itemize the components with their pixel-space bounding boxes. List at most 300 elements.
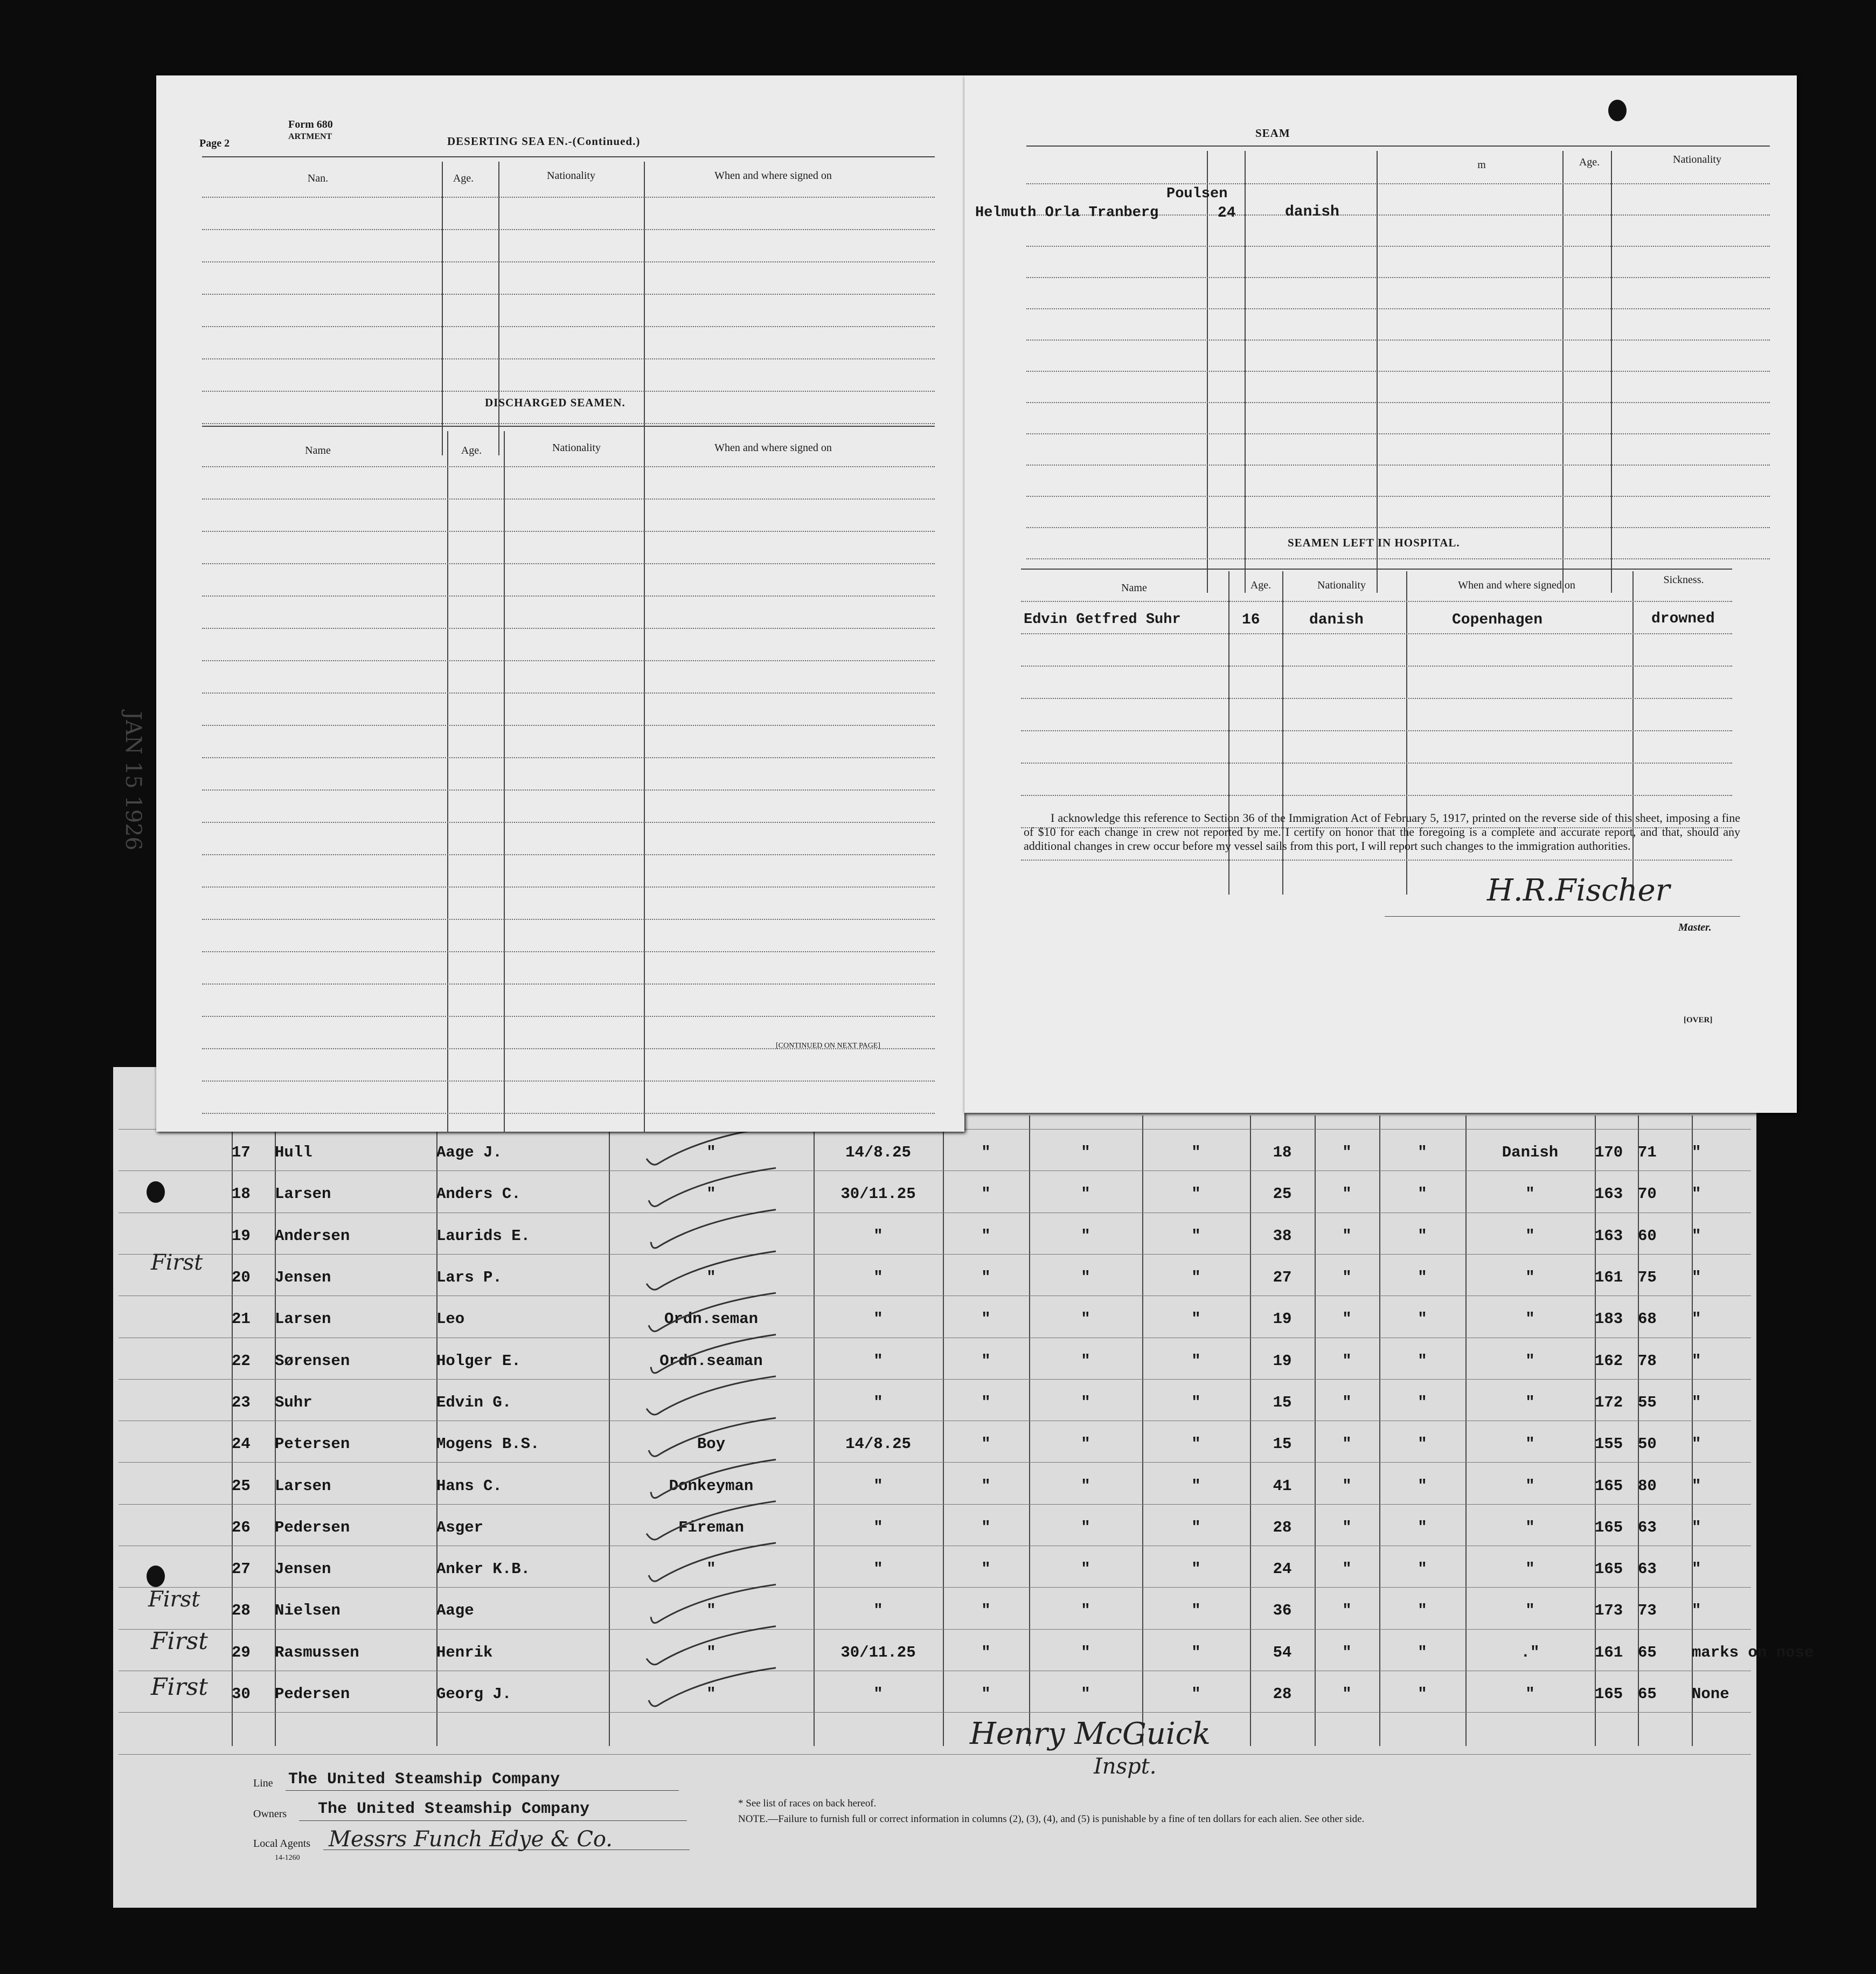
cell-no: 24 xyxy=(232,1435,251,1453)
col-nationality: Nationality xyxy=(547,170,595,182)
discharged-title: DISCHARGED SEAMEN. xyxy=(485,396,626,409)
cell-given: Henrik xyxy=(436,1643,493,1661)
cell-given: Asger xyxy=(436,1518,484,1536)
cell-nat: Danish xyxy=(1502,1144,1559,1162)
ruled-line xyxy=(202,789,935,791)
cell-surname: Jensen xyxy=(275,1269,331,1287)
ruled-line xyxy=(1026,246,1770,247)
cell-c11: " xyxy=(1418,1144,1427,1162)
agents-label: Local Agents xyxy=(253,1838,311,1850)
ruled-line xyxy=(1026,496,1770,497)
cell-c11: " xyxy=(1418,1602,1427,1620)
cell-given: Anker K.B. xyxy=(436,1560,531,1578)
cell-c7: " xyxy=(1081,1310,1090,1328)
cell-weight: 68 xyxy=(1638,1310,1657,1328)
cell-c7: " xyxy=(1081,1185,1090,1203)
check-mark xyxy=(651,1459,776,1498)
cell-marks: None xyxy=(1692,1685,1729,1703)
ruled-line xyxy=(202,197,935,198)
cell-c8: " xyxy=(1191,1310,1201,1328)
cell-rating: " xyxy=(706,1602,716,1620)
cell-date: " xyxy=(873,1477,883,1495)
cell-given: Lars P. xyxy=(436,1269,502,1287)
ruled-line xyxy=(202,391,935,392)
cell-no: 18 xyxy=(232,1185,251,1203)
cell-age: 19 xyxy=(1273,1310,1292,1328)
col-age: Age. xyxy=(453,172,474,184)
cell-c10: " xyxy=(1342,1352,1352,1370)
ruled-line xyxy=(1021,698,1732,699)
cell-height: 163 xyxy=(1595,1227,1623,1245)
cell-height: 161 xyxy=(1595,1269,1623,1287)
cell-no: 26 xyxy=(232,1518,251,1536)
col-signed-on: When and where signed on xyxy=(1458,579,1575,591)
cell-given: Georg J. xyxy=(436,1685,512,1703)
ruled-line xyxy=(202,261,935,262)
checkmarks xyxy=(636,1121,797,1714)
master-label: Master. xyxy=(1678,922,1712,933)
cell-weight: 65 xyxy=(1638,1643,1657,1661)
cell-c8: " xyxy=(1191,1477,1201,1495)
ruled-line xyxy=(202,692,935,694)
check-mark xyxy=(649,1668,776,1706)
manifest-row xyxy=(232,1590,1837,1631)
manifest-table xyxy=(232,1132,1837,1715)
ruled-line xyxy=(202,725,935,726)
cell-c8: " xyxy=(1191,1185,1201,1203)
cell-marks: " xyxy=(1692,1185,1701,1203)
grid-line xyxy=(119,1754,1751,1755)
manifest-row xyxy=(232,1632,1837,1673)
cell-height: 173 xyxy=(1595,1602,1623,1620)
cell-c8: " xyxy=(1191,1393,1201,1411)
cell-marks: " xyxy=(1692,1269,1701,1287)
cell-given: Edvin G. xyxy=(436,1393,512,1411)
inspector-title: Inspt. xyxy=(1094,1754,1157,1779)
check-mark xyxy=(647,1501,776,1540)
cell-surname: Nielsen xyxy=(275,1602,341,1620)
cell-c11: " xyxy=(1418,1518,1427,1536)
cell-surname: Petersen xyxy=(275,1435,350,1453)
cell-c6: " xyxy=(981,1144,991,1162)
ruled-line xyxy=(202,229,935,230)
cell-no: 29 xyxy=(232,1643,251,1661)
cell-c10: " xyxy=(1342,1144,1352,1162)
cell-c10: " xyxy=(1342,1185,1352,1203)
ruled-line xyxy=(202,595,935,597)
cell-c10: " xyxy=(1342,1477,1352,1495)
cell-c7: " xyxy=(1081,1602,1090,1620)
cell-date: " xyxy=(873,1518,883,1536)
cell-height: 170 xyxy=(1595,1144,1623,1162)
cell-c7: " xyxy=(1081,1518,1090,1536)
cell-date: " xyxy=(873,1227,883,1245)
right-page xyxy=(964,75,1797,1113)
cell-nat: " xyxy=(1525,1269,1535,1287)
cell-marks: " xyxy=(1692,1518,1701,1536)
cell-c10: " xyxy=(1342,1643,1352,1661)
cell-given: Hans C. xyxy=(436,1477,502,1495)
ruled-line xyxy=(202,886,935,888)
ruled-line xyxy=(1026,433,1770,434)
hospital-title: SEAMEN LEFT IN HOSPITAL. xyxy=(1288,536,1460,549)
cell-date: " xyxy=(873,1269,883,1287)
cell-c7: " xyxy=(1081,1643,1090,1661)
cell-surname: Pedersen xyxy=(275,1518,350,1536)
margin-note: First xyxy=(151,1250,203,1275)
ruled-line xyxy=(202,358,935,359)
top-heading: SEAM xyxy=(1255,127,1290,140)
cell-rating: Ordn.seaman xyxy=(659,1352,763,1370)
ruled-line xyxy=(202,326,935,327)
cell-surname: Pedersen xyxy=(275,1685,350,1703)
cell-c10: " xyxy=(1342,1310,1352,1328)
manifest-row xyxy=(232,1173,1837,1215)
check-mark xyxy=(647,1126,776,1165)
cell-date: 30/11.25 xyxy=(840,1185,916,1203)
cell-c6: " xyxy=(981,1310,991,1328)
check-mark xyxy=(651,1335,776,1373)
cell-no: 30 xyxy=(232,1685,251,1703)
form-label: Form 680 xyxy=(288,119,333,130)
col-sickness: Sickness. xyxy=(1663,574,1704,586)
manifest-row xyxy=(232,1132,1837,1173)
punch-hole xyxy=(147,1566,165,1587)
cell-weight: 70 xyxy=(1638,1185,1657,1203)
cell-c11: " xyxy=(1418,1269,1427,1287)
cell-age: 54 xyxy=(1273,1643,1292,1661)
cell-no: 22 xyxy=(232,1352,251,1370)
cell-height: 163 xyxy=(1595,1185,1623,1203)
date-stamp: JAN 15 1926 xyxy=(121,711,145,851)
col-name: Name xyxy=(1121,582,1147,594)
cell-rating: Fireman xyxy=(678,1518,744,1536)
col-age: Age. xyxy=(1250,579,1271,591)
cell-marks: " xyxy=(1692,1393,1701,1411)
col-signed-on: When and where signed on xyxy=(714,170,832,182)
cell-marks: " xyxy=(1692,1560,1701,1578)
cell-date: 14/8.25 xyxy=(845,1435,911,1453)
col-nationality: Nationality xyxy=(552,442,601,454)
cell-date: " xyxy=(873,1560,883,1578)
cell-rating: " xyxy=(706,1185,716,1203)
punch-hole xyxy=(147,1181,165,1203)
cell-c7: " xyxy=(1081,1435,1090,1453)
cell-age: 25 xyxy=(1273,1185,1292,1203)
cell-marks: " xyxy=(1692,1477,1701,1495)
cell-c11: " xyxy=(1418,1560,1427,1578)
cell-c6: " xyxy=(981,1227,991,1245)
cell-height: 161 xyxy=(1595,1643,1623,1661)
cell-c6: " xyxy=(981,1643,991,1661)
cell-age: 19 xyxy=(1273,1352,1292,1370)
cell-rating: Donkeyman xyxy=(669,1477,754,1495)
ruled-line xyxy=(202,1080,935,1082)
cell-no: 27 xyxy=(232,1560,251,1578)
cell-date: 14/8.25 xyxy=(845,1144,911,1162)
line-value: The United Steamship Company xyxy=(288,1770,560,1789)
manifest-row xyxy=(232,1298,1837,1340)
cell-c7: " xyxy=(1081,1227,1090,1245)
ruled-line xyxy=(202,757,935,758)
ruled-line xyxy=(202,983,935,985)
cell-marks: " xyxy=(1692,1352,1701,1370)
cell-age: 38 xyxy=(1273,1227,1292,1245)
cell-given: Mogens B.S. xyxy=(436,1435,540,1453)
ruled-line xyxy=(1026,402,1770,403)
check-mark xyxy=(649,1168,776,1206)
cell-rating: " xyxy=(706,1144,716,1162)
hospital-nationality: danish xyxy=(1309,612,1364,628)
cell-date: " xyxy=(873,1602,883,1620)
ruled-line xyxy=(202,498,935,500)
entry-nationality: danish xyxy=(1285,204,1339,220)
continued-note: [CONTINUED ON NEXT PAGE] xyxy=(776,1042,881,1050)
cell-nat: " xyxy=(1525,1393,1535,1411)
col-age xyxy=(1201,159,1250,171)
cell-c10: " xyxy=(1342,1560,1352,1578)
entry-name-line2: Helmuth Orla Tranberg xyxy=(975,205,1159,221)
cell-marks: " xyxy=(1692,1602,1701,1620)
cell-no: 25 xyxy=(232,1477,251,1495)
cell-height: 162 xyxy=(1595,1352,1623,1370)
manifest-row xyxy=(232,1673,1837,1715)
cell-nat: " xyxy=(1525,1435,1535,1453)
cell-c11: " xyxy=(1418,1185,1427,1203)
owners-label: Owners xyxy=(253,1808,287,1820)
cell-c6: " xyxy=(981,1435,991,1453)
ruled-line xyxy=(1021,633,1732,634)
check-mark xyxy=(651,1210,776,1248)
cell-c8: " xyxy=(1191,1269,1201,1287)
margin-note: First xyxy=(148,1587,200,1612)
acknowledgment-text: I acknowledge this reference to Section 36 of the Immigration Act of February 5, 1917, printed on the reverse side of this sheet, imposing a fine of $10 for each change in crew not reported by me. I certify on honor that the foregoing is a complete and accurate report, and that, should any additional changes in crew occur before my vessel sails from this port, I will report such changes to the immigration authorities. xyxy=(1024,811,1740,853)
ruled-line xyxy=(202,660,935,661)
cell-date: " xyxy=(873,1393,883,1411)
cell-c11: " xyxy=(1418,1435,1427,1453)
cell-weight: 63 xyxy=(1638,1560,1657,1578)
hospital-signed-on: Copenhagen xyxy=(1452,612,1543,628)
cell-c8: " xyxy=(1191,1560,1201,1578)
cell-height: 155 xyxy=(1595,1435,1623,1453)
cell-given: Laurids E. xyxy=(436,1227,531,1245)
entry-age: 24 xyxy=(1218,205,1236,221)
cell-c11: " xyxy=(1418,1643,1427,1661)
cell-c11: " xyxy=(1418,1352,1427,1370)
manifest-row xyxy=(232,1382,1837,1423)
cell-rating: " xyxy=(706,1643,716,1661)
cell-c8: " xyxy=(1191,1685,1201,1703)
page-label: Page 2 xyxy=(199,137,230,149)
ruled-line xyxy=(202,854,935,855)
ruled-line xyxy=(1021,666,1732,667)
punch-hole xyxy=(1608,100,1627,121)
cell-weight: 75 xyxy=(1638,1269,1657,1287)
col-name xyxy=(1045,156,1153,169)
entry-name-line1: Poulsen xyxy=(1166,186,1228,202)
cell-no: 20 xyxy=(232,1269,251,1287)
cell-surname: Rasmussen xyxy=(275,1643,359,1661)
ruled-line xyxy=(1026,558,1770,559)
cell-marks: " xyxy=(1692,1227,1701,1245)
left-page xyxy=(121,75,964,1132)
cell-given: Anders C. xyxy=(436,1185,521,1203)
cell-c8: " xyxy=(1191,1144,1201,1162)
cell-nat: ." xyxy=(1520,1643,1540,1661)
col-nationality-2: Nationality xyxy=(1673,154,1721,165)
cell-rating: " xyxy=(706,1560,716,1578)
ruled-line xyxy=(202,294,935,295)
cell-c7: " xyxy=(1081,1144,1090,1162)
cell-c6: " xyxy=(981,1185,991,1203)
cell-c8: " xyxy=(1191,1643,1201,1661)
ruled-line xyxy=(202,1016,935,1017)
cell-height: 183 xyxy=(1595,1310,1623,1328)
cell-c10: " xyxy=(1342,1602,1352,1620)
cell-c11: " xyxy=(1418,1393,1427,1411)
col-nationality xyxy=(1266,156,1374,169)
margin-note: First xyxy=(151,1673,208,1701)
footnote-races: * See list of races on back hereof. xyxy=(738,1798,877,1809)
ruled-line xyxy=(202,822,935,823)
cell-c6: " xyxy=(981,1393,991,1411)
cell-age: 18 xyxy=(1273,1144,1292,1162)
col-signed-on: When and where signed on xyxy=(714,442,832,454)
cell-date: 30/11.25 xyxy=(840,1643,916,1661)
ruled-line xyxy=(1026,465,1770,466)
ruled-line xyxy=(1026,183,1770,184)
cell-height: 165 xyxy=(1595,1560,1623,1578)
cell-nat: " xyxy=(1525,1602,1535,1620)
cell-weight: 65 xyxy=(1638,1685,1657,1703)
ruled-line xyxy=(202,531,935,532)
ruled-line xyxy=(202,951,935,952)
cell-surname: Suhr xyxy=(275,1393,312,1411)
cell-c11: " xyxy=(1418,1310,1427,1328)
cell-c11: " xyxy=(1418,1685,1427,1703)
cell-c6: " xyxy=(981,1602,991,1620)
cell-nat: " xyxy=(1525,1518,1535,1536)
cell-c7: " xyxy=(1081,1685,1090,1703)
cell-surname: Larsen xyxy=(275,1477,331,1495)
cell-weight: 55 xyxy=(1638,1393,1657,1411)
cell-c6: " xyxy=(981,1685,991,1703)
manifest-row xyxy=(232,1215,1837,1257)
cell-c10: " xyxy=(1342,1227,1352,1245)
check-mark xyxy=(647,1626,776,1665)
cell-weight: 50 xyxy=(1638,1435,1657,1453)
master-signature: H.R.Fischer xyxy=(1487,873,1670,908)
ruled-line xyxy=(1021,860,1732,861)
col-m: m xyxy=(1477,159,1486,171)
cell-nat: " xyxy=(1525,1685,1535,1703)
ruled-line xyxy=(1021,795,1732,796)
cell-age: 27 xyxy=(1273,1269,1292,1287)
ruled-line xyxy=(1026,277,1770,278)
agents-value: Messrs Funch Edye & Co. xyxy=(329,1827,613,1852)
cell-c8: " xyxy=(1191,1435,1201,1453)
cell-height: 165 xyxy=(1595,1477,1623,1495)
cell-height: 165 xyxy=(1595,1685,1623,1703)
ruled-line xyxy=(1026,371,1770,372)
cell-no: 19 xyxy=(232,1227,251,1245)
ruled-line xyxy=(1026,340,1770,341)
cell-nat: " xyxy=(1525,1352,1535,1370)
cell-age: 36 xyxy=(1273,1602,1292,1620)
cell-rating: " xyxy=(706,1269,716,1287)
cell-no: 28 xyxy=(232,1602,251,1620)
cell-c7: " xyxy=(1081,1560,1090,1578)
dept-label: ARTMENT xyxy=(288,132,332,141)
cell-c6: " xyxy=(981,1518,991,1536)
ruled-line xyxy=(1021,730,1732,731)
cell-c6: " xyxy=(981,1560,991,1578)
ruled-line xyxy=(202,466,935,467)
cell-date: " xyxy=(873,1685,883,1703)
check-mark xyxy=(649,1418,776,1456)
ruled-line xyxy=(202,423,935,424)
cell-c6: " xyxy=(981,1477,991,1495)
inspector-signature: Henry McGuick xyxy=(970,1716,1211,1751)
manifest-row xyxy=(232,1548,1837,1590)
cell-nat: " xyxy=(1525,1310,1535,1328)
cell-weight: 73 xyxy=(1638,1602,1657,1620)
cell-age: 28 xyxy=(1273,1518,1292,1536)
cell-height: 172 xyxy=(1595,1393,1623,1411)
cell-nat: " xyxy=(1525,1185,1535,1203)
cell-rating: Boy xyxy=(697,1435,726,1453)
deserting-title: DESERTING SEA EN.-(Continued.) xyxy=(447,135,641,148)
cell-weight: 71 xyxy=(1638,1144,1657,1162)
cell-c6: " xyxy=(981,1352,991,1370)
cell-marks: " xyxy=(1692,1435,1701,1453)
line-label: Line xyxy=(253,1777,273,1789)
cell-c10: " xyxy=(1342,1435,1352,1453)
form-code: 14-1260 xyxy=(275,1854,300,1862)
cell-surname: Sørensen xyxy=(275,1352,350,1370)
cell-age: 28 xyxy=(1273,1685,1292,1703)
cell-surname: Hull xyxy=(275,1144,312,1162)
cell-c11: " xyxy=(1418,1477,1427,1495)
cell-c8: " xyxy=(1191,1602,1201,1620)
cell-surname: Larsen xyxy=(275,1310,331,1328)
ruled-line xyxy=(202,1113,935,1114)
cell-age: 41 xyxy=(1273,1477,1292,1495)
cell-age: 15 xyxy=(1273,1435,1292,1453)
cell-rating: " xyxy=(706,1685,716,1703)
cell-surname: Andersen xyxy=(275,1227,350,1245)
cell-height: 165 xyxy=(1595,1518,1623,1536)
over-label: [OVER] xyxy=(1684,1016,1713,1024)
cell-no: 17 xyxy=(232,1144,251,1162)
check-mark xyxy=(651,1584,776,1623)
cell-c8: " xyxy=(1191,1227,1201,1245)
margin-note: First xyxy=(151,1627,208,1655)
ruled-line xyxy=(1026,308,1770,309)
ruled-line xyxy=(202,563,935,564)
col-name: Nan. xyxy=(307,172,329,184)
manifest-row xyxy=(232,1340,1837,1381)
ruled-line xyxy=(202,919,935,920)
cell-c10: " xyxy=(1342,1685,1352,1703)
cell-c7: " xyxy=(1081,1269,1090,1287)
cell-no: 21 xyxy=(232,1310,251,1328)
cell-marks: " xyxy=(1692,1310,1701,1328)
cell-given: Aage xyxy=(436,1602,474,1620)
cell-nat: " xyxy=(1525,1560,1535,1578)
manifest-row xyxy=(232,1507,1837,1548)
cell-weight: 78 xyxy=(1638,1352,1657,1370)
